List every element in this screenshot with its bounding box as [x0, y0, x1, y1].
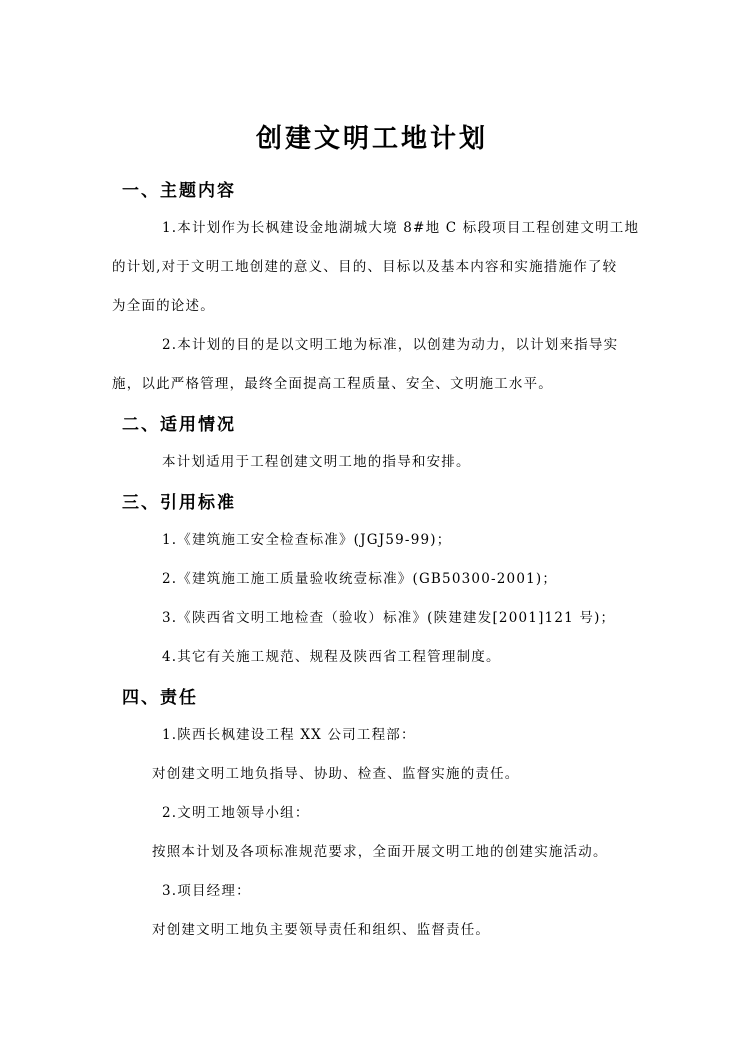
standard-item: 4.其它有关施工规范、规程及陕西省工程管理制度。	[162, 649, 501, 665]
section-heading-3: 三、引用标准	[122, 493, 236, 513]
standard-item: 1.《建筑施工安全检查标准》(JGJ59-99)；	[162, 532, 452, 548]
responsibility-title: 1.陕西长枫建设工程 XX 公司工程部：	[162, 727, 416, 743]
paragraph-line: 的计划,对于文明工地创建的意义、目的、目标以及基本内容和实施措施作了较	[112, 259, 618, 275]
paragraph-line: 施，以此严格管理，最终全面提高工程质量、安全、文明施工水平。	[112, 376, 553, 392]
responsibility-body: 对创建文明工地负指导、协助、检查、监督实施的责任。	[152, 766, 520, 782]
section-heading-4: 四、责任	[122, 688, 198, 708]
standard-item: 2.《建筑施工施工质量验收统壹标准》(GB50300-2001)；	[162, 571, 558, 587]
paragraph-line: 为全面的论述。	[112, 298, 215, 314]
paragraph-line: 本计划适用于工程创建文明工地的指导和安排。	[162, 454, 471, 470]
document-title: 创建文明工地计划	[255, 124, 488, 154]
paragraph-line: 2.本计划的目的是以文明工地为标准，以创建为动力，以计划来指导实	[162, 337, 619, 353]
responsibility-title: 2.文明工地领导小组：	[162, 805, 310, 821]
section-heading-1: 一、主题内容	[122, 181, 236, 201]
responsibility-title: 3.项目经理：	[162, 883, 251, 899]
standard-item: 3.《陕西省文明工地检查（验收）标准》(陕建建发[2001]121 号)；	[162, 610, 616, 626]
paragraph-line: 1.本计划作为长枫建设金地湖城大境 8#地 C 标段项目工程创建文明工地	[162, 220, 640, 236]
section-heading-2: 二、适用情况	[122, 415, 236, 435]
responsibility-body: 对创建文明工地负主要领导责任和组织、监督责任。	[152, 922, 491, 938]
responsibility-body: 按照本计划及各项标准规范要求，全面开展文明工地的创建实施活动。	[152, 844, 608, 860]
